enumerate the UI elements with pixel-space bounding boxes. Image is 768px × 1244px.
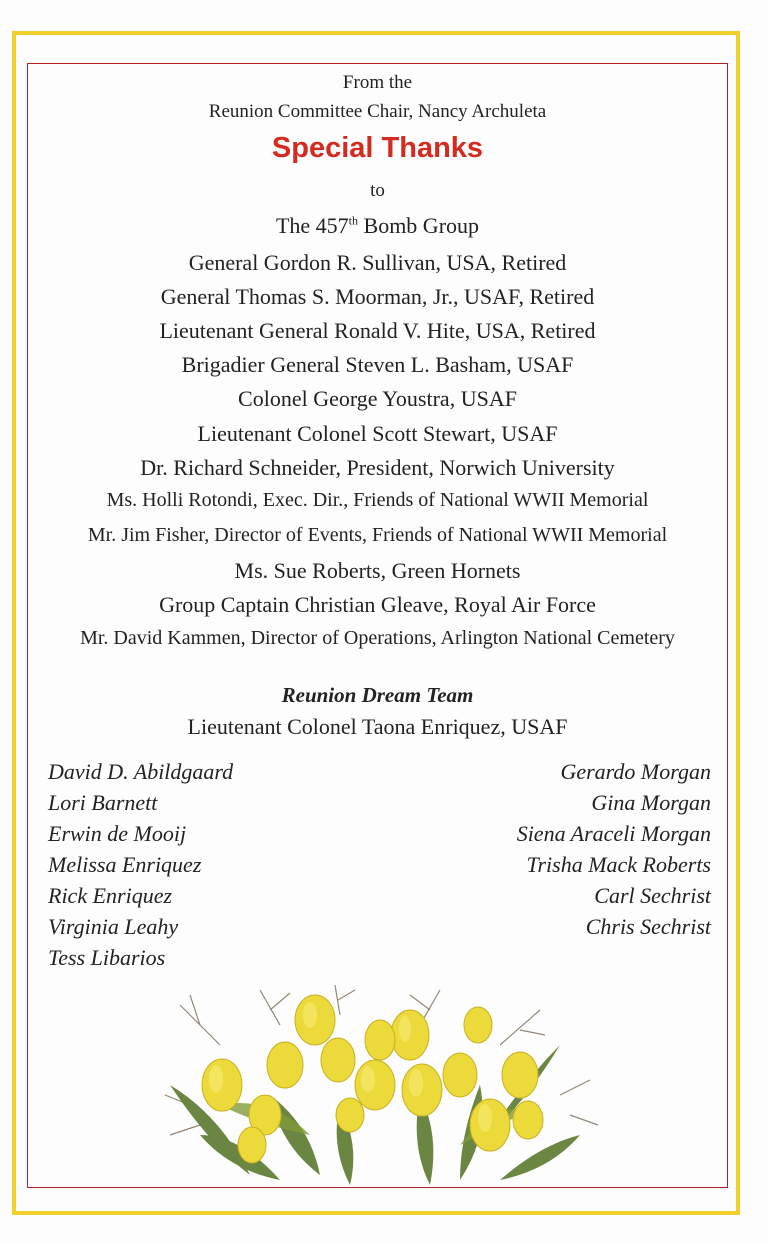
team-column-right [517,756,711,942]
team-member: Melissa Enriquez [48,852,202,877]
thanks-item: Ms. Holli Rotondi, Exec. Dir., Friends of National WWII Memorial [106,489,649,511]
team-member: Chris Sechrist [585,914,711,939]
page-title: Special Thanks [271,132,484,164]
team-column-left [48,756,233,973]
to-line: to [370,180,385,201]
dream-team-heading: Reunion Dream Team [281,683,474,707]
team-member: Lori Barnett [48,790,158,815]
team-member: Siena Araceli Morgan [516,821,711,846]
team-member: Tess Libarios [48,945,166,970]
team-member: Erwin de Mooij [48,821,187,846]
team-member: Virginia Leahy [48,914,179,939]
thanks-item: Group Captain Christian Gleave, Royal Air Force [159,592,596,617]
bomb-group-line [27,213,728,239]
team-member: David D. Abildgaard [48,759,234,784]
thanks-item: Mr. Jim Fisher, Director of Events, Friends of National WWII Memorial [87,524,668,546]
bomb-group-ordinal: th [348,213,359,228]
team-member: Gina Morgan [591,790,711,815]
dream-team-lead: Lieutenant Colonel Taona Enriquez, USAF [187,714,568,739]
team-member: Trisha Mack Roberts [526,852,711,877]
thanks-item: Ms. Sue Roberts, Green Hornets [234,558,521,583]
team-member: Carl Sechrist [594,883,711,908]
thanks-item: Lieutenant General Ronald V. Hite, USA, Retired [159,318,596,343]
thanks-item: Brigadier General Steven L. Basham, USAF [181,352,574,377]
thanks-item: Dr. Richard Schneider, President, Norwich University [140,455,615,480]
team-member: Gerardo Morgan [560,759,711,784]
bomb-group-prefix: The 457 [275,213,349,238]
thanks-item: Mr. David Kammen, Director of Operations, Arlington National Cemetery [80,627,675,649]
tulip-bouquet-image [160,985,600,1185]
thanks-item: Colonel George Youstra, USAF [238,386,517,411]
team-member: Rick Enriquez [48,883,173,908]
thanks-item: Lieutenant Colonel Scott Stewart, USAF [197,421,558,446]
thanks-item: General Gordon R. Sullivan, USA, Retired [188,250,567,275]
thanks-item: General Thomas S. Moorman, Jr., USAF, Retired [160,284,595,309]
committee-chair-line: Reunion Committee Chair, Nancy Archuleta [208,101,547,122]
bomb-group-rest: Bomb Group [358,213,480,238]
from-line: From the [342,72,413,93]
